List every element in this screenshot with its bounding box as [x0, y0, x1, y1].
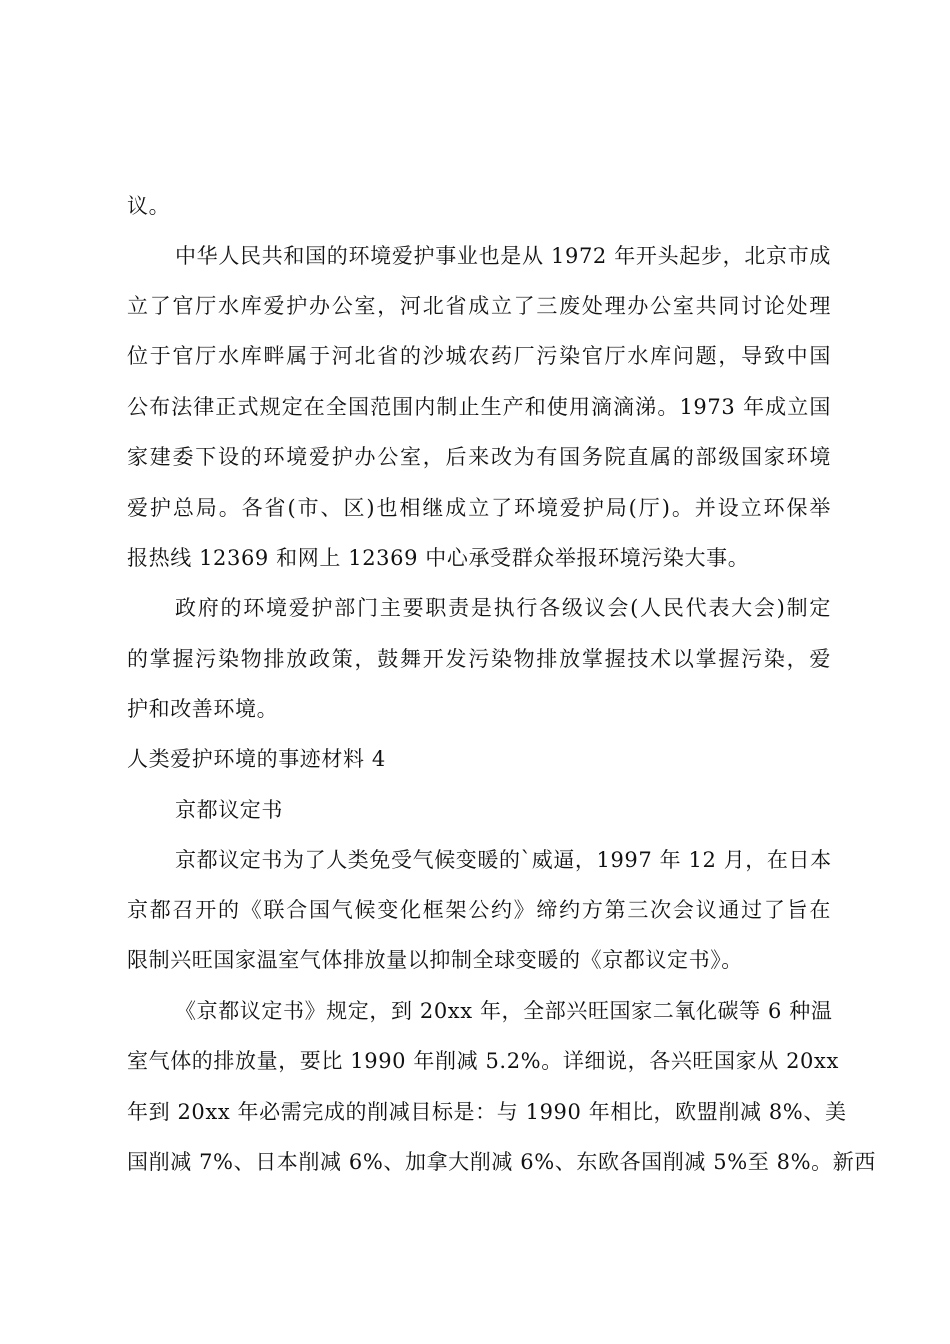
paragraph-line: 爱护总局。各省(市、区)也相继成立了环境爱护局(厅)。并设立环保举	[127, 496, 831, 520]
paragraph-line: 的掌握污染物排放政策，鼓舞开发污染物排放掌握技术以掌握污染，爱	[127, 647, 831, 671]
section-heading: 人类爱护环境的事迹材料 4	[127, 747, 386, 771]
paragraph-line: 京都召开的《联合国气候变化框架公约》缔约方第三次会议通过了旨在	[127, 898, 831, 922]
paragraph-line: 国削减 7%、日本削减 6%、加拿大削减 6%、东欧各国削减 5%至 8%。新西	[127, 1150, 876, 1174]
paragraph-line: 京都议定书为了人类免受气候变暖的`威逼，1997 年 12 月，在日本	[175, 848, 832, 872]
paragraph-line: 公布法律正式规定在全国范围内制止生产和使用滴滴涕。1973 年成立国	[127, 395, 831, 419]
paragraph-line: 政府的环境爱护部门主要职责是执行各级议会(人民代表大会)制定	[175, 596, 831, 620]
paragraph-line: 室气体的排放量，要比 1990 年削减 5.2%。详细说，各兴旺国家从 20xx	[127, 1049, 839, 1073]
paragraph-tail-line: 议。	[127, 194, 171, 218]
paragraph-line: 立了官厅水库爱护办公室，河北省成立了三废处理办公室共同讨论处理	[127, 294, 831, 318]
paragraph-line: 护和改善环境。	[127, 697, 279, 721]
paragraph-line: 限制兴旺国家温室气体排放量以抑制全球变暖的《京都议定书》。	[127, 948, 743, 972]
subheading: 京都议定书	[175, 798, 283, 822]
paragraph-line: 家建委下设的环境爱护办公室，后来改为有国务院直属的部级国家环境	[127, 445, 831, 469]
paragraph-line: 中华人民共和国的环境爱护事业也是从 1972 年开头起步，北京市成	[175, 244, 831, 268]
paragraph-line: 年到 20xx 年必需完成的削减目标是：与 1990 年相比，欧盟削减 8%、美	[127, 1100, 847, 1124]
paragraph-line: 位于官厅水库畔属于河北省的沙城农药厂污染官厅水库问题，导致中国	[127, 344, 831, 368]
paragraph-line: 《京都议定书》规定，到 20xx 年，全部兴旺国家二氧化碳等 6 种温	[175, 999, 833, 1023]
paragraph-line: 报热线 12369 和网上 12369 中心承受群众举报环境污染大事。	[127, 546, 750, 570]
